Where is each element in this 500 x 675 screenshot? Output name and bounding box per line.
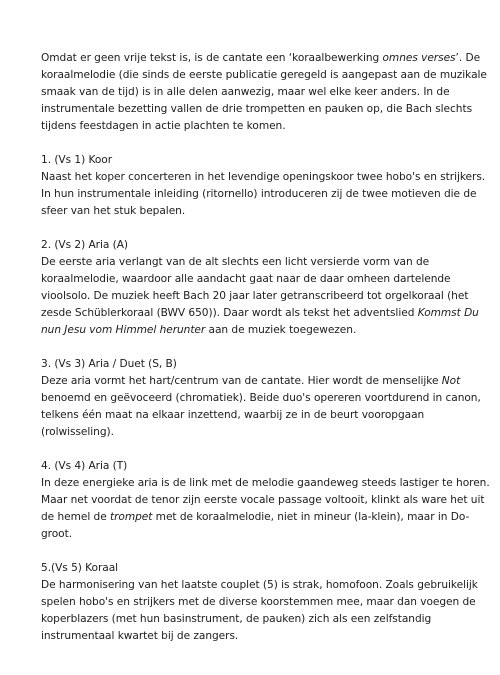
section-3-italic-word: Not <box>441 375 461 387</box>
section-3-text-end: benoemd en geëvoceerd (chromatiek). Beide duo's opereren voortdurend in canon, telkens één maat na elkaar inzettend, waarbij ze in de beurt vooropgaan (rolwisseling). <box>41 392 481 438</box>
section-4-text-end: met de koraalmelodie, niet in mineur (la-klein), maar in Do-groot. <box>41 511 470 540</box>
section-5-heading: 5.(Vs 5) Koraal <box>41 562 119 574</box>
section-1-heading: 1. (Vs 1) Koor <box>41 154 113 166</box>
section-2-text-end: aan de muziek toegewezen. <box>205 324 357 336</box>
section-1 <box>41 152 493 220</box>
section-2-italic-title: Kommst Du nun Jesu vom Himmel herunter <box>41 307 479 336</box>
section-4-text-start: In deze energieke aria is de link met de melodie gaandeweg steeds lastiger te horen. Maar net voordat de tenor zijn eerste vocale passage voltooit, klinkt als ware het uit de hemel de <box>41 477 490 523</box>
section-4-italic-word: trompet <box>110 511 153 523</box>
section-4 <box>41 458 493 543</box>
section-5 <box>41 560 493 645</box>
section-2 <box>41 237 493 339</box>
section-1-text: Naast het koper concerteren in het levendige openingskoor twee hobo's en strijkers. In hun instrumentale inleiding (ritornello) introduceren zij de twee motieven die de sfeer van het stuk bepalen. <box>41 171 486 217</box>
section-3-text-start: Deze aria vormt het hart/centrum van de cantate. Hier wordt de menselijke <box>41 375 442 387</box>
section-2-text-start: De eerste aria verlangt van de alt slechts een licht versierde vorm van de koraalmelodie, waardoor alle aandacht gaat naar de daar omheen dartelende vioolsolo. De muziek heeft Bach 20 jaar later getranscribeerd tot orgelkoraal (het zesde Schüblerkoraal (BWV 650)). Daar wordt als tekst het adventslied <box>41 256 469 319</box>
section-5-text: De harmonisering van het laatste couplet (5) is strak, homofoon. Zoals gebruikelijk spelen hobo's en strijkers met de diverse koorstemmen mee, maar dan voegen de koperblazers (met hun basinstrument, de pauken) zich als een zelfstandig instrumentaal kwartet bij de zangers. <box>41 579 478 642</box>
intro-italic-term: omnes verses <box>382 52 456 64</box>
section-3 <box>41 356 493 441</box>
section-4-heading: 4. (Vs 4) Aria (T) <box>41 460 128 472</box>
intro-paragraph <box>41 50 493 135</box>
section-3-body <box>41 373 493 441</box>
intro-text-start: Omdat er geen vrije tekst is, is de cantate een ‘koraalbewerking <box>41 52 383 64</box>
document-page <box>41 50 493 645</box>
section-4-body <box>41 475 493 543</box>
section-2-heading: 2. (Vs 2) Aria (A) <box>41 239 129 251</box>
intro-text-end: ’. De koraalmelodie (die sinds de eerste publicatie geregeld is aangepast aan de muzikale smaak van de tijd) is in alle delen aanwezig, maar wel elke keer anders. In de instrumentale bezetting vallen de drie trompetten en pauken op, die Bach slechts tijdens feestdagen in actie plachten te komen. <box>41 52 487 132</box>
section-3-heading: 3. (Vs 3) Aria / Duet (S, B) <box>41 358 177 370</box>
section-2-body <box>41 254 493 339</box>
